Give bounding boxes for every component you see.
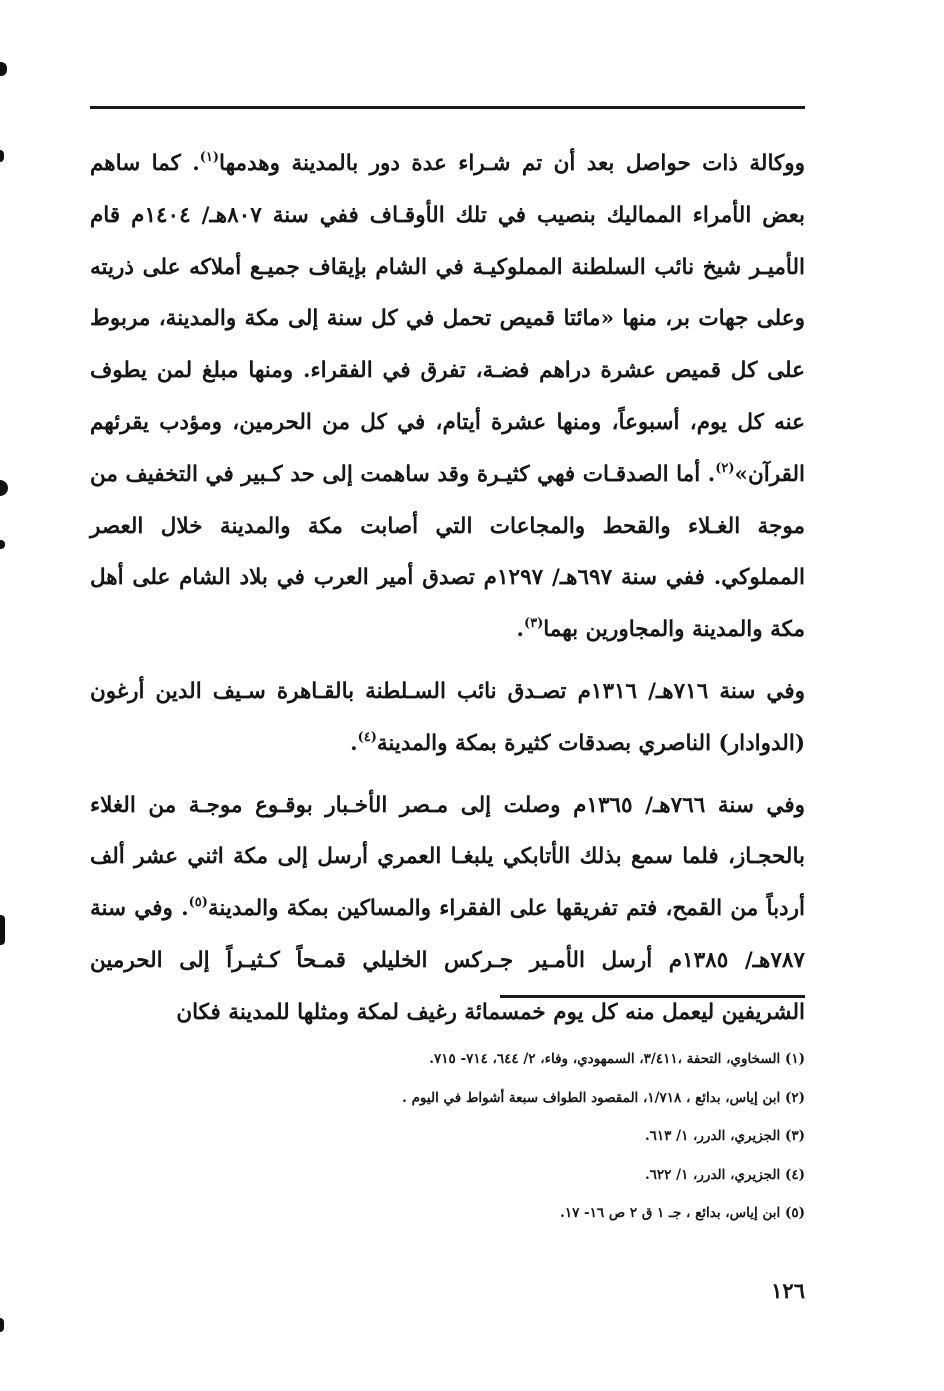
footnote-3: (٣) الجزيري، الدرر، ١/ ٦١٣. bbox=[644, 1128, 805, 1144]
footnote-ref-2: (٢) bbox=[715, 460, 735, 476]
main-text bbox=[90, 138, 805, 1039]
scan-edge-mark bbox=[0, 480, 8, 496]
scan-edge-mark bbox=[0, 540, 5, 549]
paragraph-3: وفي سنة ٧٦٦هـ/ ١٣٦٥م وصلت إلى مـصر الأخـبار بوقـوع موجـة من الغلاء بالحجـاز، فلما سمع بذلك الأتابكي يلبغـا العمري أرسل إلى مكة اثني عشر ألف أردباً من القمح، فتم تفريقها على الفقراء والمساكين بمكة والمدينة$^{(٥)}$. وفي سنة ٧٨٧هـ/ ١٣٨٥م أرسل الأمـير جـركس الخليلي قمـحاً كـثيـراً إلى الحرمين الشريفين ليعمل منه كل يوم خمسمائة رغيف لمكة ومثلها للمدينة فكان bbox=[90, 792, 805, 1025]
footnote-ref-3: (٣) bbox=[523, 616, 544, 632]
footnotes bbox=[200, 1040, 805, 1233]
scan-edge-mark bbox=[0, 150, 4, 162]
footnote-rule bbox=[500, 995, 805, 998]
header-rule bbox=[90, 106, 805, 109]
footnote-4: (٤) الجزيري، الدرر، ١/ ٦٢٢. bbox=[644, 1166, 805, 1183]
footnote-ref-1: (١) bbox=[199, 150, 220, 165]
scan-edge-mark bbox=[0, 1318, 4, 1332]
footnote-ref-5: (٥) bbox=[188, 895, 208, 911]
footnote-5: (٥) ابن إياس، بدائع ، جـ ١ ق ٢ ص ١٦- ١٧. bbox=[560, 1205, 805, 1221]
footnote-2: (٢) ابن إياس، بدائع ، ١/٧١٨، المقصود الطواف سبعة أشواط في اليوم . bbox=[402, 1089, 805, 1106]
footnote-ref-4: (٤) bbox=[357, 729, 377, 745]
scan-edge-mark bbox=[0, 62, 7, 76]
paragraph-2: وفي سنة ٧١٦هـ/ ١٣١٦م تصـدق نائب السـلطنة بالقـاهرة سـيف الدين أرغون (الدوادار) الناصري بصدقات كثيرة بمكة والمدينة$^{(٤)}$. bbox=[90, 678, 805, 756]
paragraph-1: ووكالة ذات حواصل بعد أن تم شـراء عدة دور بالمدينة وهدمها$^{(١)}$. كما ساهم بعض الأمراء المماليك بنصيب في تلك الأوقـاف ففي سنة ٨٠٧هـ/ ١٤٠٤م قام الأميـر شيخ نائب السلطنة المملوكيـة في الشام بإيقاف جميـع أملاكه على ذريته وعلى جهات بر، منها «مائتا قميص تحمل في كل سنة إلى مكة والمدينة، مربوط على كل قميص عشرة دراهم فضـة، تفرق في الفقراء. ومنها مبلغ لمن يطوف عنه كل يوم، أسبوعاً، ومنها عشرة أيتام، في كل من الحرمين، ومؤدب يقرئهم القرآن»$^{(٢)}$. أما الصدقـات فهي كثيـرة وقد ساهمت إلى حد كـبير في التخفيف من موجة الغـلاء والقحط والمجاعات التي أصابت مكة والمدينة خلال العصر المملوكي. ففي سنة ٦٩٧هـ/ ١٢٩٧م تصدق أمير العرب في بلاد الشام على أهل مكة والمدينة والمجاورين بهما$^{(٣)}$. bbox=[90, 150, 805, 643]
scan-edge-mark bbox=[0, 915, 5, 945]
page-number: ١٢٦ bbox=[771, 1278, 805, 1303]
footnote-1: (١) السخاوي، التحفة ،٣/٤١١، السمهودي، وفاء، ٢/ ٦٤٤، ٧١٤- ٧١٥. bbox=[429, 1051, 805, 1067]
